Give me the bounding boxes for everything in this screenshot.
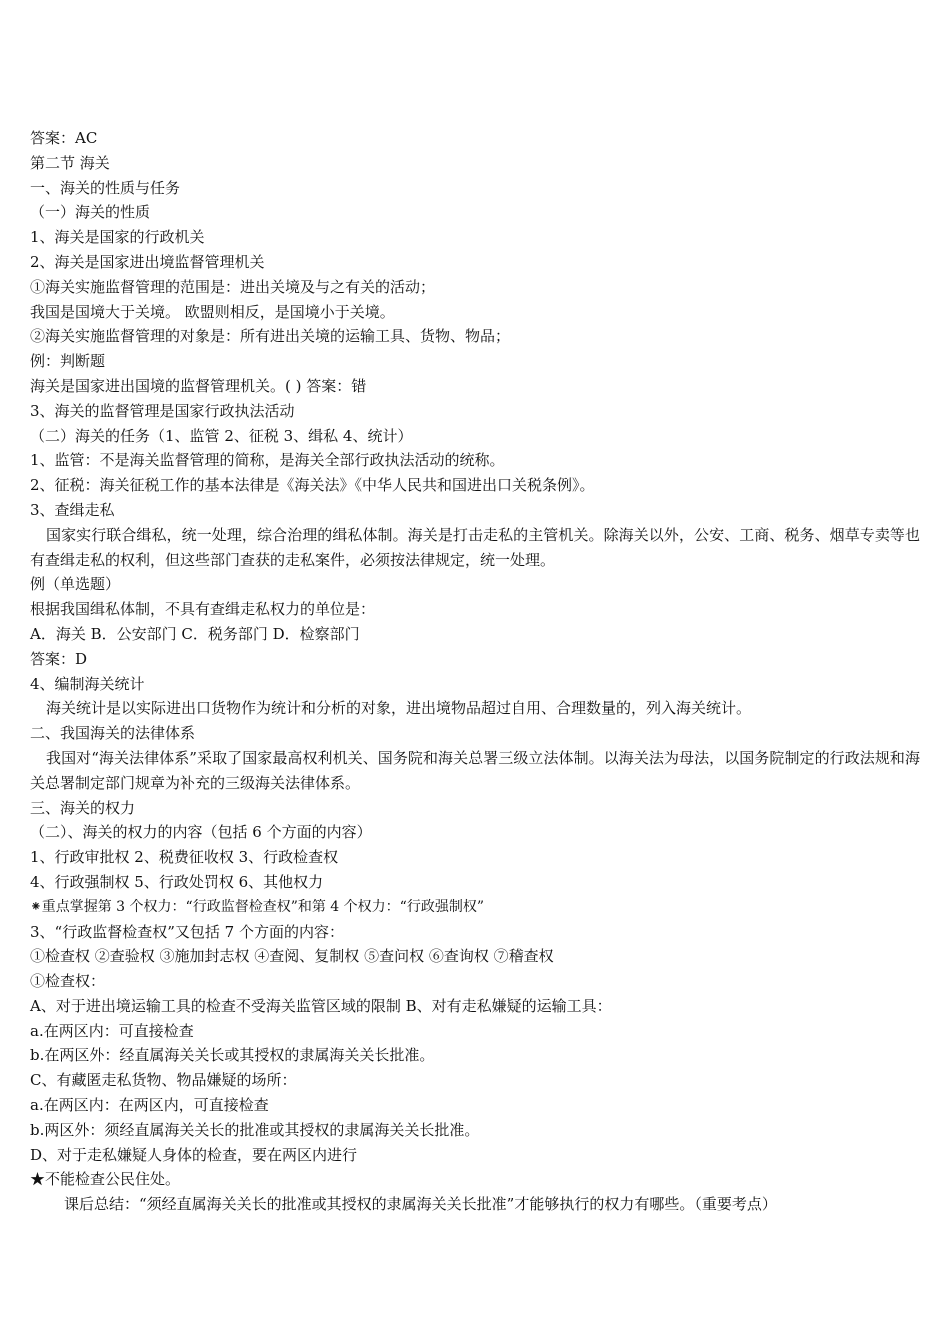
heading-2: 二、我国海关的法律体系 xyxy=(30,724,196,743)
heading-1: 一、海关的性质与任务 xyxy=(30,178,181,197)
text-line: ①检查权： xyxy=(30,972,106,991)
question-text: 根据我国缉私体制，不具有查缉走私权力的单位是： xyxy=(30,600,376,619)
text-line: 2、海关是国家进出境监督管理机关 xyxy=(30,252,265,271)
answer-options: A．海关 B．公安部门 C．税务部门 D．检察部门 xyxy=(30,624,360,643)
text-line: 1、行政审批权 2、税费征收权 3、行政检查权 xyxy=(30,848,339,867)
text-line: b.在两区外：经直属海关关长或其授权的隶属海关关长批准。 xyxy=(30,1046,435,1065)
section-heading: 第二节 海关 xyxy=(30,153,110,172)
text-line: 4、行政强制权 5、行政处罚权 6、其他权力 xyxy=(30,872,324,891)
text-line: A、对于进出境运输工具的检查不受海关监管区域的限制 B、对有走私嫌疑的运输工具： xyxy=(30,996,612,1015)
subheading: （二）海关的任务（1、监管 2、征税 3、缉私 4、统计） xyxy=(30,426,413,445)
text-line: 3、海关的监督管理是国家行政执法活动 xyxy=(30,401,295,420)
paragraph: 我国对“海关法律体系”采取了国家最高权利机关、国务院和海关总署三级立法体制。以海关法为母法，以国务院制定的行政法规和海关总署制定部门规章为补充的三级海关法律体系。 xyxy=(30,748,920,792)
answer-line: 答案：D xyxy=(30,649,88,668)
text-line: a.在两区内：可直接检查 xyxy=(30,1021,194,1040)
heading-3: 三、海关的权力 xyxy=(30,798,136,817)
document-body xyxy=(30,126,920,1217)
text-line: 3、查缉走私 xyxy=(30,500,115,519)
subheading: （二）、海关的权力的内容（包括 6 个方面的内容） xyxy=(30,823,372,842)
key-point-note: ⁕重点掌握第 3 个权力：“行政监督检查权”和第 4 个权力：“行政强制权” xyxy=(30,898,484,915)
text-line: ①海关实施监督管理的范围是：进出关境及与之有关的活动； xyxy=(30,277,436,296)
text-line: ②海关实施监督管理的对象是：所有进出关境的运输工具、货物、物品； xyxy=(30,327,511,346)
text-line: D、对于走私嫌疑人身体的检查，要在两区内进行 xyxy=(30,1145,358,1164)
text-line: 4、编制海关统计 xyxy=(30,674,145,693)
text-line: 1、监管：不是海关监督管理的简称，是海关全部行政执法活动的统称。 xyxy=(30,451,505,470)
star-note: ★不能检查公民住处。 xyxy=(30,1170,181,1189)
example-label: 例（单选题） xyxy=(30,575,121,594)
answer-line: 答案：AC xyxy=(30,129,98,147)
paragraph: 国家实行联合缉私，统一处理，综合治理的缉私体制。海关是打击走私的主管机关。除海关以外，公安、工商、税务、烟草专卖等也有查缉走私的权利，但这些部门查获的走私案件，必须按法律规定，统一处理。 xyxy=(30,525,920,569)
text-line: 3、“行政监督检查权”又包括 7 个方面的内容： xyxy=(30,922,344,941)
text-line: 1、海关是国家的行政机关 xyxy=(30,228,205,247)
text-line: a.在两区内：在两区内，可直接检查 xyxy=(30,1096,269,1115)
subheading: （一）海关的性质 xyxy=(30,203,151,222)
paragraph: 海关统计是以实际进出口货物作为统计和分析的对象，进出境物品超过自用、合理数量的，列入海关统计。 xyxy=(46,699,752,718)
text-line: b.两区外：须经直属海关关长的批准或其授权的隶属海关关长批准。 xyxy=(30,1120,480,1139)
example-question: 海关是国家进出国境的监督管理机关。( ) 答案：错 xyxy=(30,376,367,395)
text-line: ①检查权 ②查验权 ③施加封志权 ④查阅、复制权 ⑤查问权 ⑥查询权 ⑦稽查权 xyxy=(30,947,554,966)
text-line: 2、征税：海关征税工作的基本法律是《海关法》《中华人民共和国进出口关税条例》。 xyxy=(30,476,595,495)
example-label: 例：判断题 xyxy=(30,352,106,371)
text-line: C、有藏匿走私货物、物品嫌疑的场所： xyxy=(30,1071,297,1090)
text-line: 我国是国境大于关境。 欧盟则相反，是国境小于关境。 xyxy=(30,302,395,321)
summary-line: 课后总结：“须经直属海关关长的批准或其授权的隶属海关关长批准”才能够执行的权力有哪些。（重要考点） xyxy=(64,1195,777,1214)
